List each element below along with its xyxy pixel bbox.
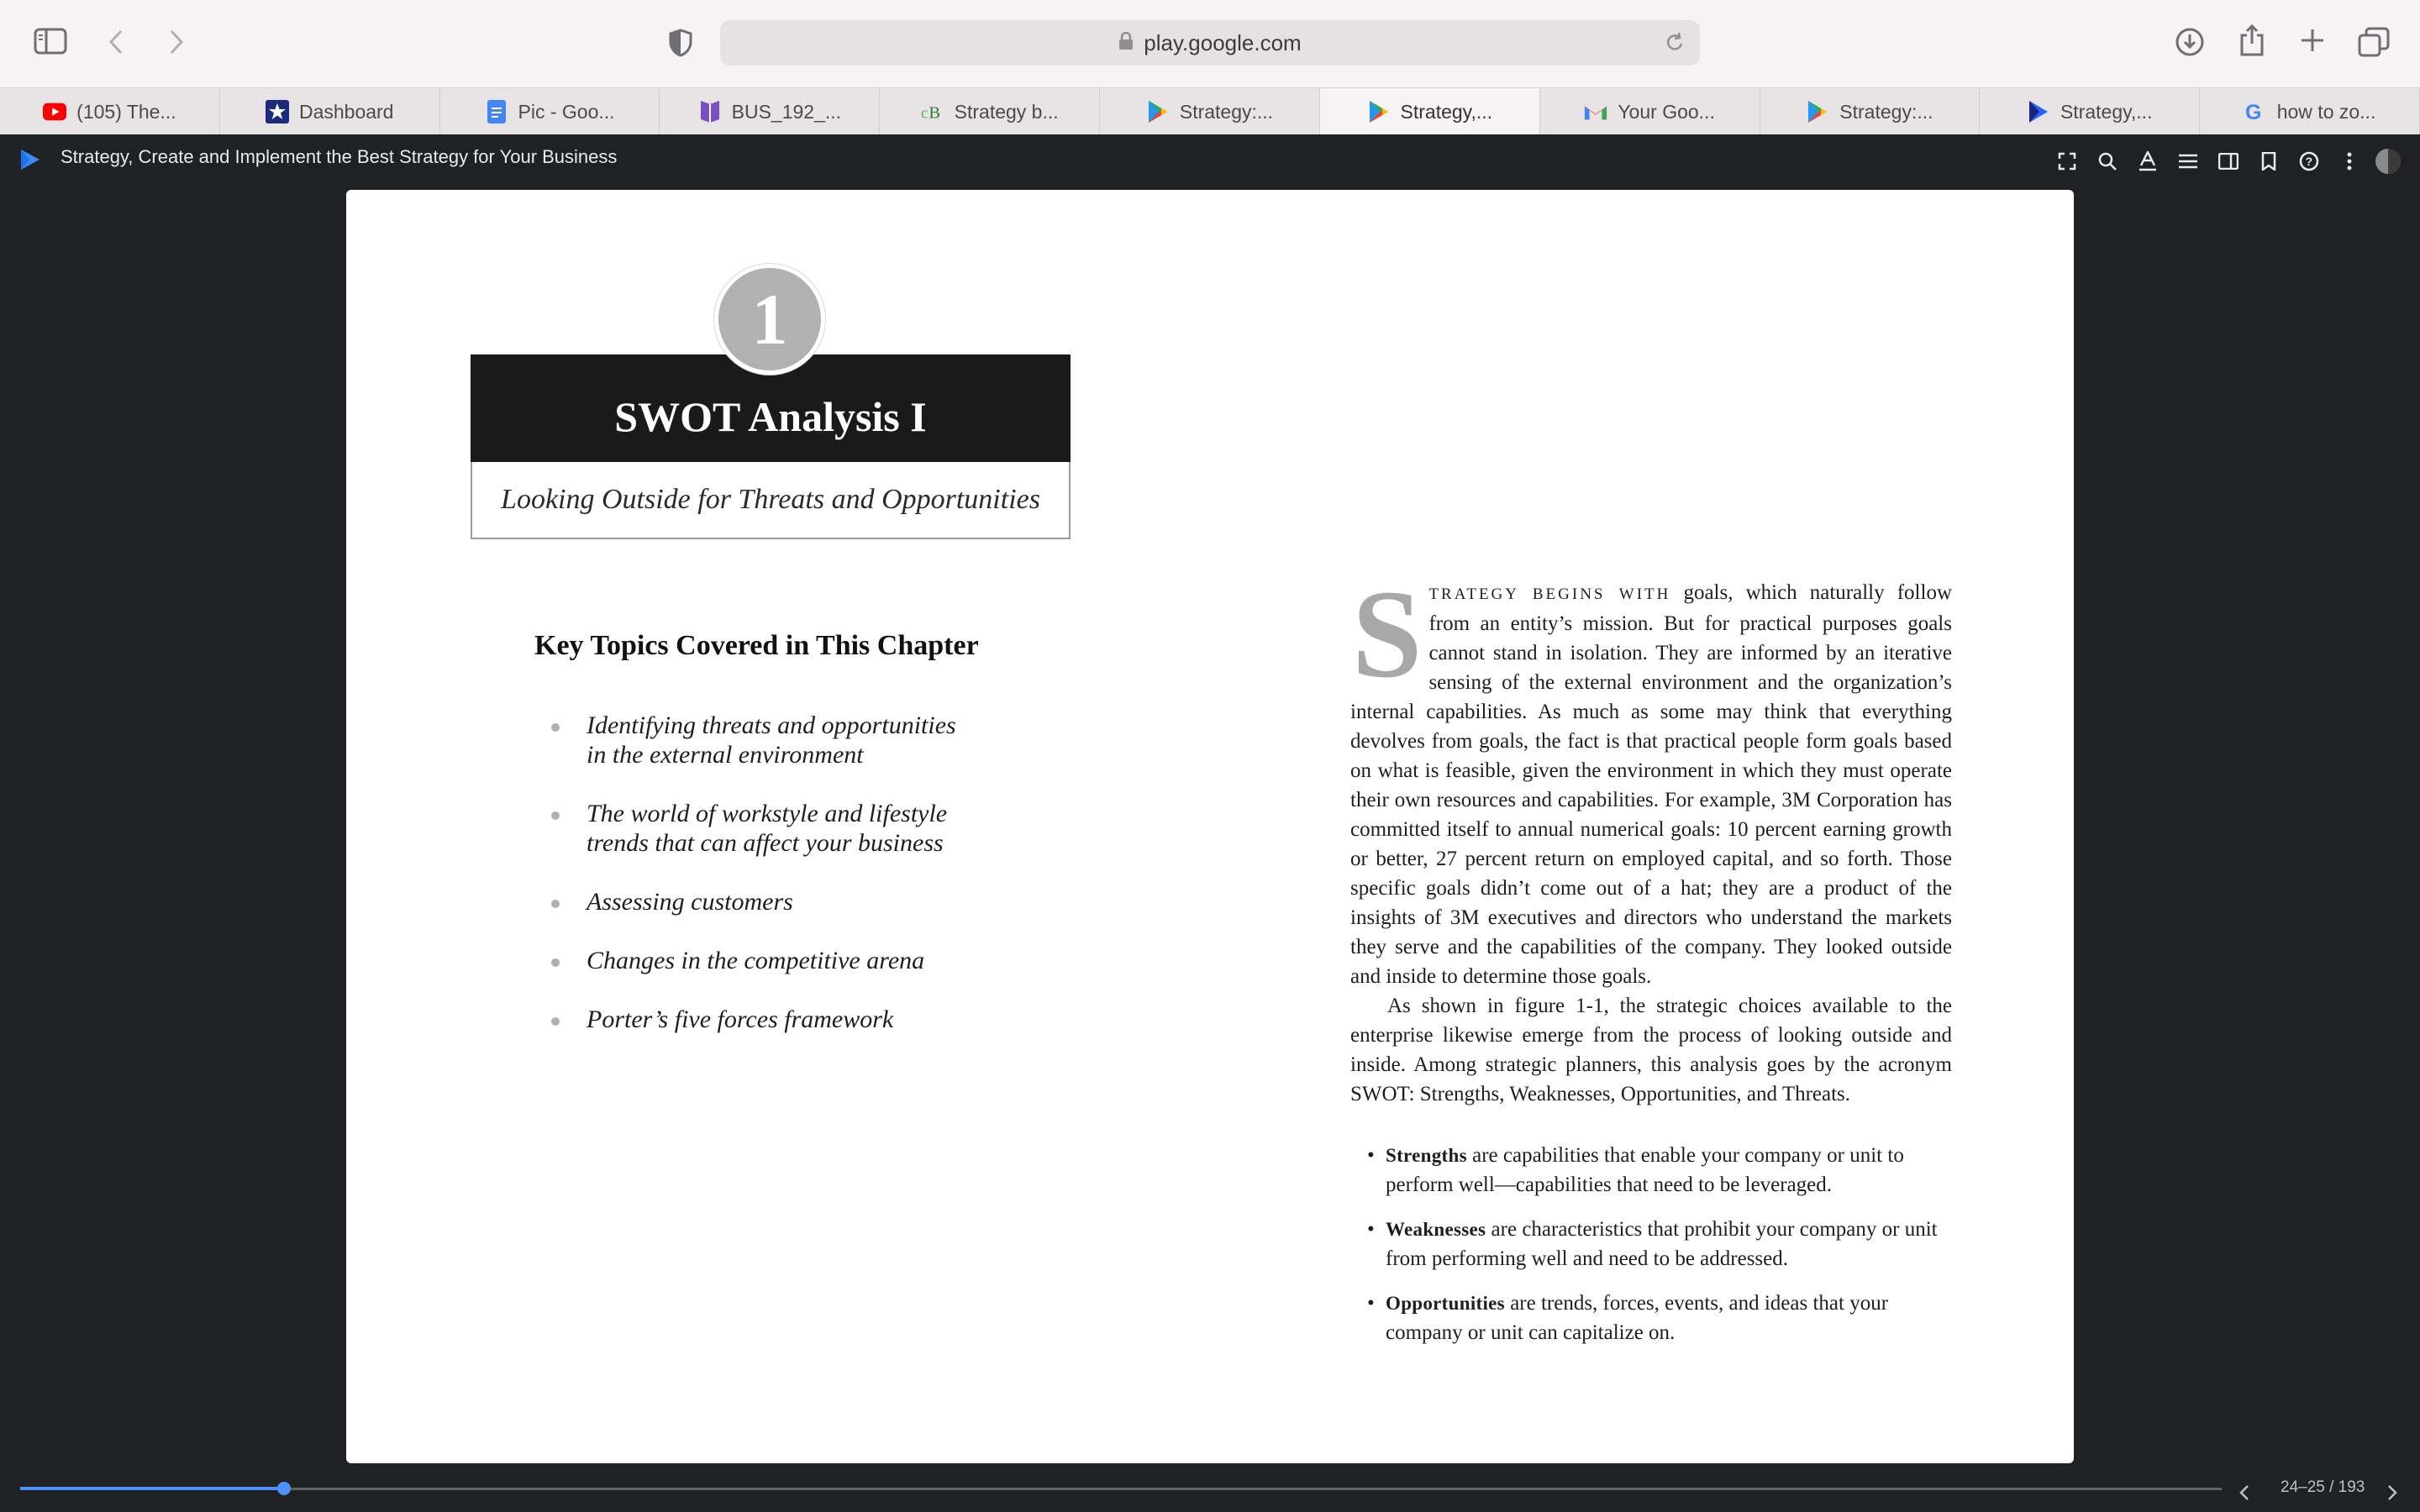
tab-label: Strategy b...	[954, 100, 1059, 123]
play-icon	[1146, 100, 1170, 123]
tab-docs[interactable]	[440, 88, 660, 135]
privacy-shield-icon[interactable]	[669, 29, 692, 57]
tab-label: Pic - Goo...	[518, 100, 615, 123]
more-options-icon[interactable]	[2336, 148, 2363, 175]
topic-text: Porter’s five forces framework	[587, 1005, 894, 1033]
cb-icon	[921, 100, 944, 123]
back-icon[interactable]	[108, 29, 124, 55]
gmail-icon	[1584, 100, 1607, 123]
tab-label: Dashboard	[298, 100, 394, 123]
paragraph	[1350, 564, 1952, 991]
term: Weaknesses	[1386, 1219, 1486, 1240]
book-icon	[698, 100, 722, 123]
list-item	[541, 1005, 978, 1034]
progress-track[interactable]	[20, 1488, 2222, 1490]
url-text: play.google.com	[1144, 29, 1302, 55]
lead-in: TRATEGY BEGINS WITH	[1428, 585, 1671, 603]
list-item	[541, 799, 978, 858]
next-page-icon[interactable]	[2386, 1482, 2398, 1508]
tab-label: (105) The...	[76, 100, 176, 123]
bullet-icon: •	[1367, 1218, 1375, 1241]
definition: are capabilities that enable your company or unit to perform well—capabilities that need to be leveraged.	[1386, 1144, 1904, 1196]
tab-gmail[interactable]	[1540, 88, 1760, 135]
list-item	[541, 711, 978, 769]
sidebar-toggle-icon[interactable]	[34, 28, 67, 55]
tab-label: Strategy,...	[1400, 100, 1493, 123]
tab-dashboard[interactable]	[220, 88, 440, 135]
share-icon[interactable]	[2238, 24, 2265, 57]
term: Opportunities	[1386, 1293, 1505, 1314]
star-shield-icon	[266, 100, 289, 123]
browser-toolbar	[0, 0, 2420, 87]
list-item	[1350, 1141, 1952, 1200]
avatar[interactable]	[2375, 148, 2402, 175]
bullet-icon: •	[1367, 1292, 1375, 1315]
fullscreen-icon[interactable]	[2054, 148, 2081, 175]
topic-text: Changes in the competitive arena	[587, 947, 925, 974]
play-books-logo-icon	[18, 148, 42, 176]
play-icon	[1806, 100, 1829, 123]
term: Strengths	[1386, 1145, 1467, 1166]
swot-bullets	[1350, 1141, 1952, 1347]
tab-label: Your Goo...	[1618, 100, 1715, 123]
key-topics-list	[541, 711, 978, 1063]
tab-label: how to zo...	[2276, 100, 2376, 123]
tab-overview-icon[interactable]	[2358, 27, 2390, 57]
bullet-icon	[551, 811, 560, 820]
lock-icon	[1118, 30, 1134, 56]
notes-icon[interactable]	[2215, 148, 2242, 175]
paragraph-text: goals, which naturally follow from an entity’s mission. But for practical purposes goals cannot stand in isolation. They are informed by an iterative sensing of the external environment and the organization’s internal capabilities. As much as some may think that everything devolves from goals, the fact is that practical people form goals based on what is feasible, given the environment in which they must operate their own resources and capabilities. For example, 3M Corporation has committed itself to annual numerical goals: 10 percent earning growth or better, 27 percent return on employed capital, and so forth. Those specific goals didn’t come out of a hat; they are a product of the insights of 3M executives and directors who understand the markets they serve and the capabilities of the company. They looked outside and inside to determine those goals.	[1350, 581, 1952, 988]
book-page-spread[interactable]	[346, 190, 2074, 1463]
progress-handle[interactable]	[277, 1482, 291, 1495]
book-title: Strategy, Create and Implement the Best Strategy for Your Business	[60, 146, 618, 167]
svg-text:c: c	[920, 104, 928, 122]
topic-text: Assessing customers	[587, 888, 793, 916]
docs-icon	[485, 100, 508, 123]
paragraph: As shown in figure 1-1, the strategic choices available to the enterprise likewise emerge from the process of looking outside and inside. Among strategic planners, this analysis goes by the acronym SWOT: Strengths, Weaknesses, Opportunities, and Threats.	[1350, 995, 1952, 1105]
tab-strategy-books[interactable]	[1980, 88, 2200, 135]
tab-label: Strategy:...	[1179, 100, 1274, 123]
list-item	[541, 946, 978, 975]
bullet-icon	[551, 900, 560, 908]
help-icon[interactable]	[2296, 148, 2323, 175]
definition: are characteristics that prohibit your company or unit from performing well and need to be addressed.	[1386, 1218, 1938, 1270]
forward-icon[interactable]	[168, 29, 185, 55]
progress-fill	[20, 1487, 284, 1490]
chapter-number: 1	[714, 264, 825, 375]
contents-icon[interactable]	[2175, 148, 2202, 175]
search-icon[interactable]	[2094, 148, 2121, 175]
play-icon	[1367, 100, 1391, 123]
list-item	[1350, 1215, 1952, 1273]
previous-page-icon[interactable]	[2238, 1482, 2250, 1508]
youtube-icon	[43, 100, 66, 123]
page-indicator: 24–25 / 193	[2281, 1478, 2365, 1496]
drop-cap: S	[1352, 564, 1423, 704]
list-item	[541, 887, 978, 916]
key-topics-heading: Key Topics Covered in This Chapter	[534, 630, 979, 661]
bookmark-icon[interactable]	[2255, 148, 2282, 175]
definition: are trends, forces, events, and ideas that your company or unit can capitalize on.	[1386, 1292, 1889, 1344]
svg-text:B: B	[928, 103, 940, 122]
tab-strategy-play-1[interactable]	[1100, 88, 1320, 135]
reload-icon[interactable]	[1665, 32, 1685, 60]
list-item	[1350, 1289, 1952, 1347]
topic-text: Identifying threats and opportunities in the external environment	[587, 711, 956, 769]
tab-label: Strategy,...	[2060, 100, 2153, 123]
svg-text:?: ?	[2305, 155, 2313, 168]
bullet-icon	[551, 958, 560, 967]
svg-text:G: G	[2244, 101, 2262, 123]
tab-bus192[interactable]	[660, 88, 880, 135]
tab-google[interactable]	[2200, 88, 2420, 135]
tab-strategy-cb[interactable]	[880, 88, 1100, 135]
bullet-icon	[551, 1017, 560, 1026]
tab-strategy-play-2[interactable]	[1760, 88, 1981, 135]
tab-strategy-play-active[interactable]	[1320, 88, 1540, 135]
chapter-title: SWOT Analysis I	[471, 354, 1071, 462]
bullet-icon	[551, 723, 560, 732]
tab-youtube[interactable]	[0, 88, 220, 135]
text-format-icon[interactable]	[2134, 148, 2161, 175]
new-tab-icon[interactable]	[2299, 27, 2326, 54]
download-icon[interactable]	[2175, 27, 2205, 57]
bullet-icon: •	[1367, 1144, 1375, 1167]
play-books-icon	[2027, 100, 2050, 123]
chapter-subtitle: Looking Outside for Threats and Opportunities	[471, 462, 1071, 539]
tab-bar	[0, 87, 2420, 134]
address-bar[interactable]	[720, 20, 1700, 66]
topic-text: The world of workstyle and lifestyle trends that can affect your business	[587, 800, 948, 857]
body-text	[1350, 564, 1952, 1362]
tab-label: BUS_192_...	[731, 100, 842, 123]
google-icon	[2244, 100, 2267, 123]
tab-label: Strategy:...	[1839, 100, 1933, 123]
